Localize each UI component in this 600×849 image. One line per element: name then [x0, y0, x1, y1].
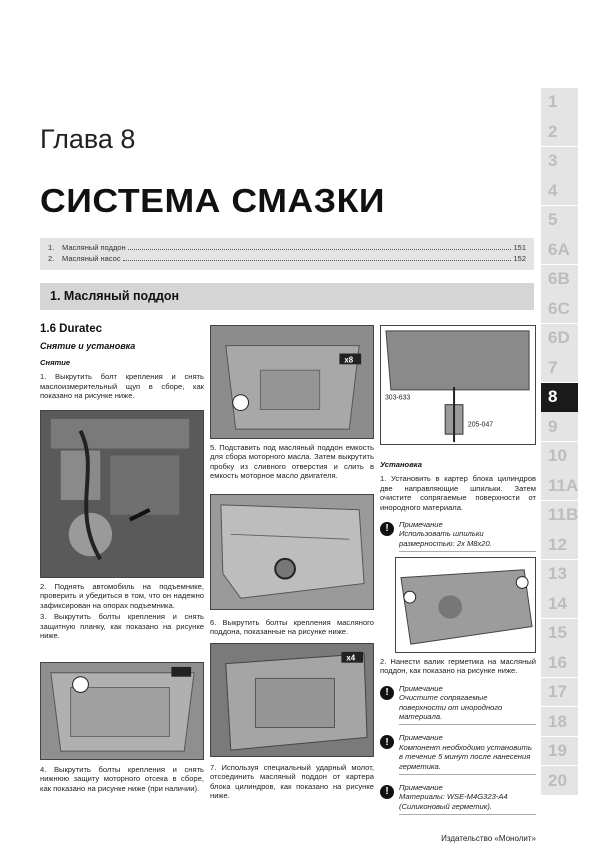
toc-item-page: 151 — [513, 243, 526, 252]
note-text: Материалы: WSE-M4G323-A4 (Силиконовый герметик). — [399, 792, 508, 811]
tool-label: 205-047 — [467, 421, 494, 429]
sealant-bead-photo — [395, 557, 536, 653]
chapter-tab-4[interactable]: 4 — [541, 176, 578, 205]
chapter-tab-6b[interactable]: 6B — [541, 265, 578, 294]
step-text: 1. Установить в картер блока цилиндров две направляющие шпильки. Затем очистите сопрягаемые поверхности от инородного материала. — [380, 474, 536, 512]
figure-badge: x4 — [346, 653, 356, 663]
note-text: Очистите сопрягаемые поверхности от инородного материала. — [399, 693, 503, 722]
toc-item[interactable] — [48, 253, 526, 264]
removal-heading: Снятие — [40, 357, 71, 367]
column-2-top — [210, 443, 374, 483]
note-title: Примечание — [399, 520, 443, 530]
column-2-bottom — [210, 763, 374, 803]
note-title: Примечание — [399, 783, 443, 793]
note — [380, 783, 536, 815]
chapter-tab-6d[interactable]: 6D — [541, 324, 578, 353]
note-text: Компонент необходимо установить в течение 5 минут после нанесения герметика. — [399, 742, 532, 771]
chapter-tab-14[interactable]: 14 — [541, 589, 578, 618]
chapter-tab-9[interactable]: 9 — [541, 412, 578, 441]
info-icon: ! — [380, 785, 394, 799]
info-icon: ! — [380, 522, 394, 536]
toc-item-number: 1. — [48, 243, 55, 252]
step-text: 7. Используя специальный ударный молот, отсоединить масляный поддон от картера блока цилиндров, как показано на рисунке ниже. — [210, 763, 374, 801]
engine-undertray-photo — [210, 325, 374, 439]
install-heading: Установка — [380, 460, 422, 469]
chapter-tab-18[interactable]: 18 — [541, 707, 578, 736]
column-3-top — [380, 460, 536, 552]
chapter-tab-1[interactable]: 1 — [541, 88, 578, 117]
step-text: 6. Выкрутить болты крепления масляного поддона, показанные на рисунке ниже. — [210, 618, 374, 637]
chapter-tab-3[interactable]: 3 — [541, 147, 578, 176]
toc-item[interactable] — [48, 242, 526, 253]
protection-bar-photo — [40, 662, 204, 760]
chapter-tab-7[interactable]: 7 — [541, 353, 578, 382]
toc-item-title: Масляный насос — [62, 254, 121, 263]
column-1-middle — [40, 582, 204, 642]
chapter-tab-5[interactable]: 5 — [541, 206, 578, 235]
step-text: 4. Выкрутить болты крепления и снять нижнюю защиту моторного отсека в сборе, как показано на рисунке ниже (при наличии). — [40, 765, 204, 793]
column-1-bottom — [40, 765, 204, 795]
chapter-tab-8[interactable]: 8 — [541, 383, 578, 412]
table-of-contents — [40, 238, 534, 270]
step-text: 5. Подставить под масляный поддон емкость для сбора моторного масла. Затем выкрутить пробку из сливного отверстия и слить в емкость моторное масло двигателя. — [210, 443, 374, 481]
engine-dipstick-photo — [40, 410, 204, 578]
chapter-tab-12[interactable]: 12 — [541, 530, 578, 559]
tool-label: 303-633 — [384, 394, 411, 402]
chapter-tab-16[interactable]: 16 — [541, 648, 578, 677]
chapter-tab-11b[interactable]: 11B — [541, 501, 578, 530]
chapter-tab-10[interactable]: 10 — [541, 442, 578, 471]
step-text: 2. Поднять автомобиль на подъемнике, проверить и убедиться в том, что он надежно зафиксирован на опорах подъемника. — [40, 582, 204, 610]
note-title: Примечание — [399, 733, 443, 743]
note — [380, 520, 536, 552]
chapter-tabs — [541, 88, 578, 796]
chapter-tab-15[interactable]: 15 — [541, 619, 578, 648]
section-heading: 1. Масляный поддон — [40, 283, 534, 310]
chapter-tab-6a[interactable]: 6A — [541, 235, 578, 264]
note — [380, 684, 536, 726]
chapter-title: СИСТЕМА СМАЗКИ — [40, 182, 386, 219]
chapter-tab-13[interactable]: 13 — [541, 560, 578, 589]
toc-item-title: Масляный поддон — [62, 243, 126, 252]
chapter-tab-11a[interactable]: 11A — [541, 471, 578, 500]
toc-leader — [123, 260, 512, 261]
note-text: Использовать шпильки размерностью: 2x M8x20. — [399, 529, 492, 548]
step-text: 3. Выкрутить болты крепления и снять защитную планку, как показано на рисунке ниже. — [40, 612, 204, 641]
column-3-bottom — [380, 657, 536, 815]
info-icon: ! — [380, 735, 394, 749]
impact-hammer-photo — [380, 325, 536, 445]
step-text: 2. Нанести валик герметика на масляный поддон, как показано на рисунке ниже. — [380, 657, 536, 676]
chapter-tab-20[interactable]: 20 — [541, 766, 578, 795]
info-icon: ! — [380, 686, 394, 700]
chapter-label: Глава 8 — [40, 124, 136, 154]
column-1-top — [40, 325, 204, 402]
figure-badge: x8 — [344, 355, 354, 365]
note-title: Примечание — [399, 683, 443, 693]
chapter-tab-2[interactable]: 2 — [541, 117, 578, 146]
procedure-heading: Снятие и установка — [40, 341, 136, 352]
oil-pan-bolts-photo — [210, 643, 374, 757]
column-2-middle — [210, 618, 374, 639]
chapter-tab-19[interactable]: 19 — [541, 737, 578, 766]
note — [380, 733, 536, 775]
engine-model-heading: 1.6 Duratec — [40, 323, 103, 335]
chapter-tab-17[interactable]: 17 — [541, 678, 578, 707]
publisher-footer: Издательство «Монолит» — [441, 834, 536, 843]
toc-item-number: 2. — [48, 254, 55, 263]
chapter-tab-6c[interactable]: 6C — [541, 294, 578, 323]
oil-pan-drain-photo — [210, 494, 374, 610]
toc-item-page: 152 — [513, 254, 526, 263]
toc-leader — [128, 249, 512, 250]
step-text: 1. Выкрутить болт крепления и снять маслоизмерительный щуп в сборе, как показано на рисунке ниже. — [40, 372, 204, 401]
